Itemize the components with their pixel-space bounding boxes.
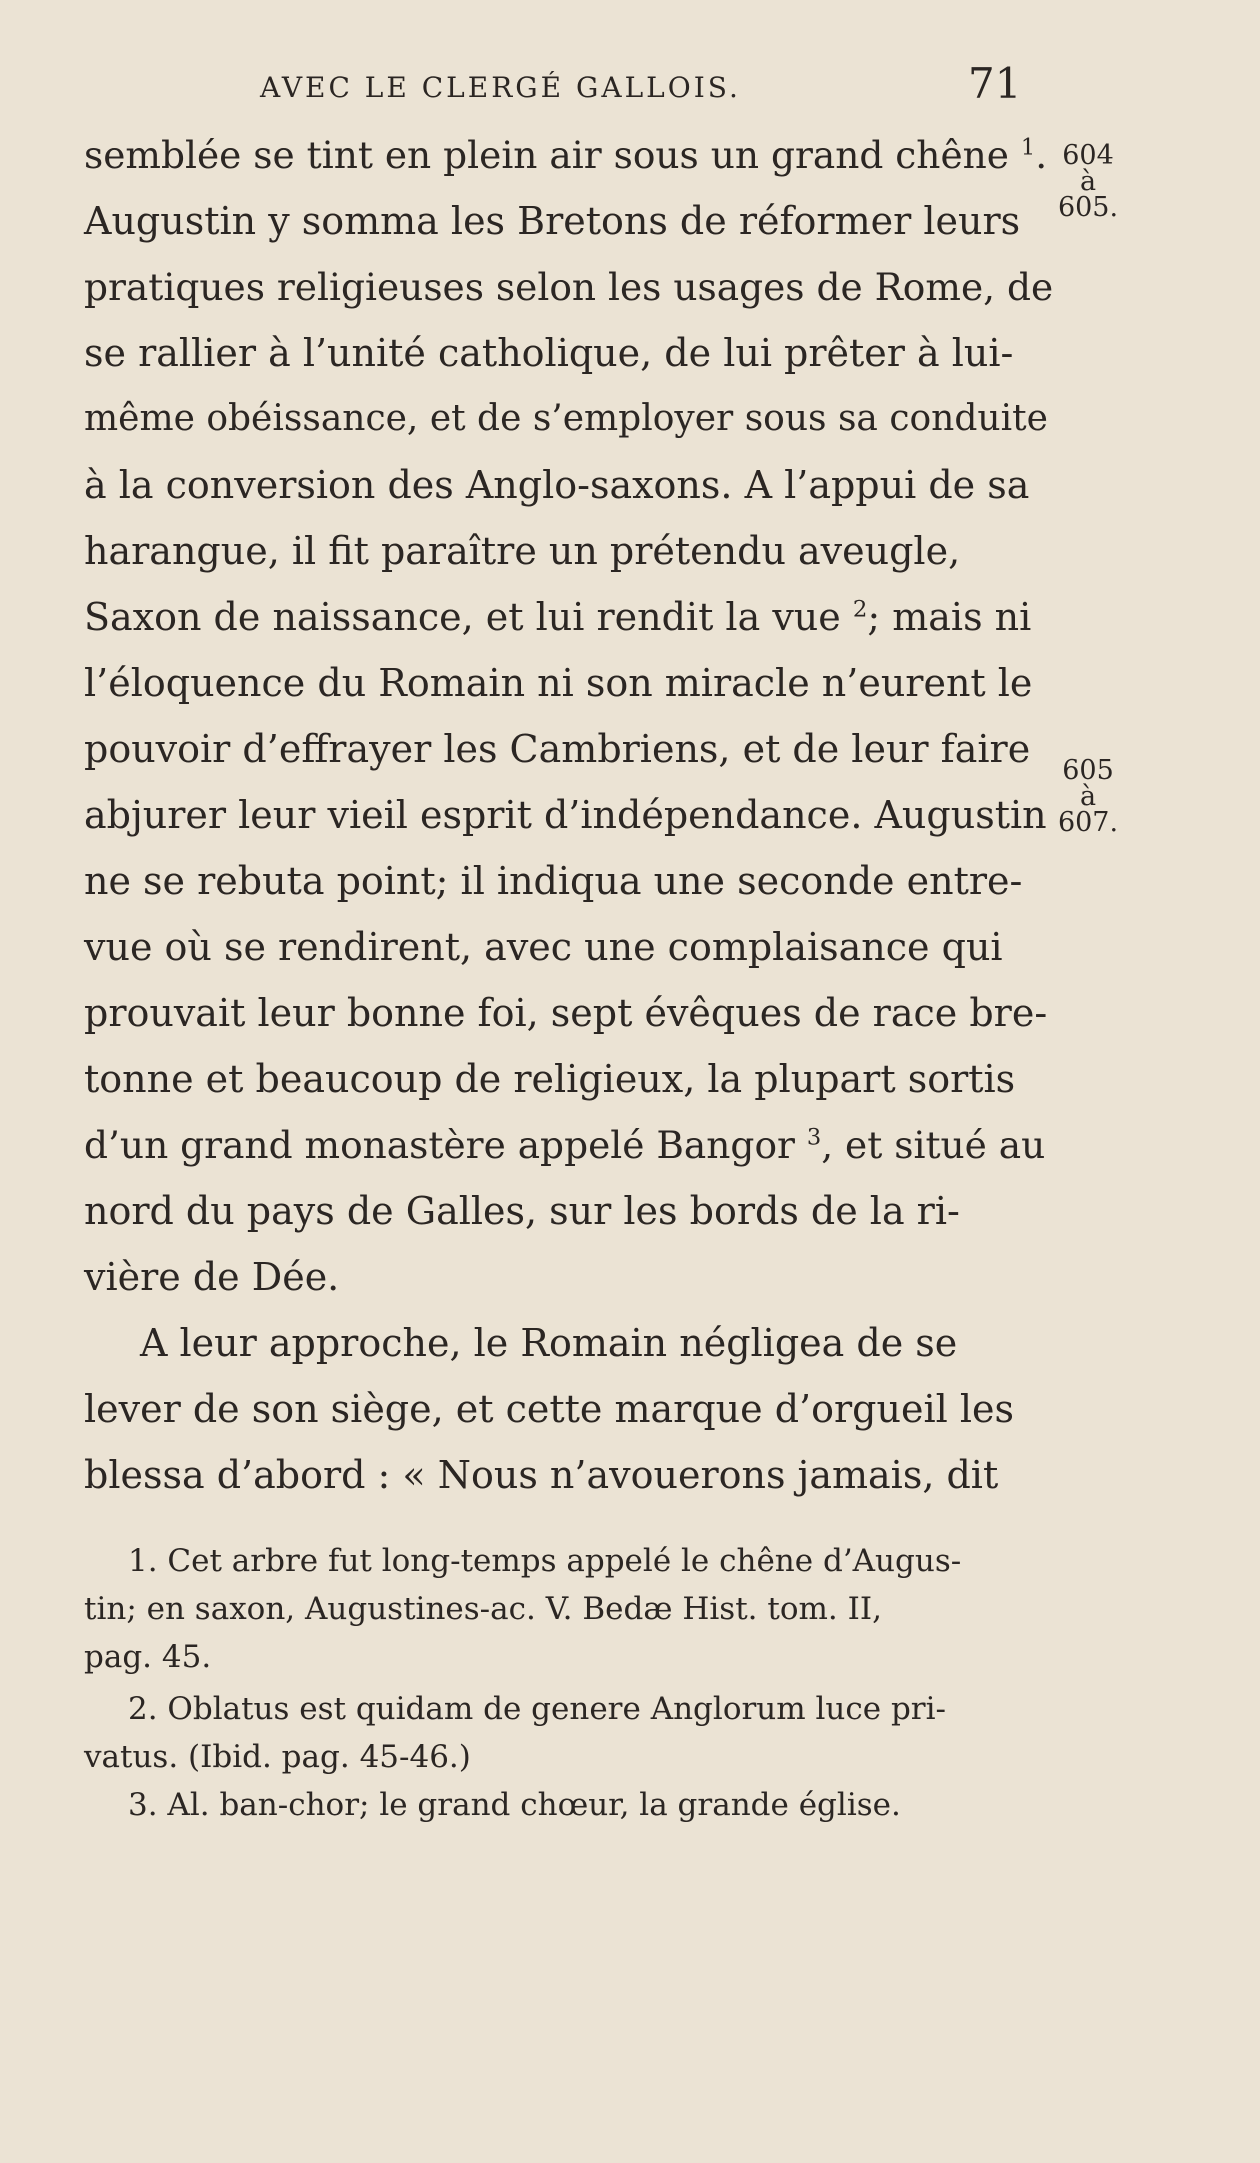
margin-date-from: 605 — [1062, 755, 1114, 786]
margin-date-sep: à — [1079, 781, 1097, 812]
footnote-line: vatus. (Ibid. pag. 45-46.) — [84, 1739, 471, 1775]
text-line: abjurer leur vieil esprit d’indépendance. Augustin — [84, 793, 1047, 837]
margin-date-to: 607. — [1057, 807, 1119, 838]
margin-date-range — [1050, 140, 1126, 223]
text-line: à la conversion des Anglo-saxons. A l’appui de sa — [84, 463, 1030, 507]
text-line: blessa d’abord : « Nous n’avouerons jamais, dit — [84, 1453, 999, 1497]
text-line: ne se rebuta point; il indiqua une seconde entre- — [84, 859, 1023, 903]
footnote-line: tin; en saxon, Augustines-ac. V. Bedæ Hist. tom. II, — [84, 1591, 882, 1627]
footnote-line: 2. Oblatus est quidam de genere Anglorum luce pri- — [128, 1691, 947, 1727]
page-number: 71 — [968, 59, 1022, 108]
footnote-ref: 3 — [806, 1124, 822, 1151]
text-line: semblée se tint en plein air sous un grand chêne $^1$. — [84, 133, 1048, 177]
text-line: vue où se rendirent, avec une complaisance qui — [84, 925, 1003, 969]
text-line: lever de son siège, et cette marque d’orgueil les — [84, 1387, 1014, 1431]
footnote-line: 1. Cet arbre fut long-temps appelé le chêne d’Augus- — [128, 1543, 962, 1579]
text-line: pouvoir d’effrayer les Cambriens, et de leur faire — [84, 727, 1031, 771]
text-line: Saxon de naissance, et lui rendit la vue $^2$; mais ni — [84, 595, 1032, 639]
text-line: se rallier à l’unité catholique, de lui prêter à lui- — [84, 331, 1014, 375]
footnote-ref: 2 — [852, 596, 868, 623]
footnote-ref: 1 — [1020, 134, 1036, 161]
text-line: d’un grand monastère appelé Bangor $^3$, et situé au — [84, 1123, 1046, 1167]
text-line: l’éloquence du Romain ni son miracle n’eurent le — [84, 661, 1033, 705]
text-line: pratiques religieuses selon les usages de Rome, de — [84, 265, 1054, 309]
text-line: vière de Dée. — [84, 1255, 340, 1299]
footnote-line: pag. 45. — [84, 1639, 212, 1675]
text-line: prouvait leur bonne foi, sept évêques de race bre- — [84, 991, 1048, 1035]
text-line: A leur approche, le Romain négligea de se — [140, 1321, 958, 1365]
margin-date-from: 604 — [1062, 140, 1114, 171]
margin-date-range — [1050, 755, 1126, 838]
running-title: AVEC LE CLERGÉ GALLOIS. — [260, 71, 741, 104]
margin-date-sep: à — [1079, 166, 1097, 197]
footnote-line: 3. Al. ban-chor; le grand chœur, la grande église. — [128, 1787, 901, 1823]
text-line: tonne et beaucoup de religieux, la plupart sortis — [84, 1057, 1016, 1101]
text-line: nord du pays de Galles, sur les bords de la ri- — [84, 1189, 960, 1233]
text-line: même obéissance, et de s’employer sous sa conduite — [84, 398, 1048, 439]
text-line: harangue, il fit paraître un prétendu aveugle, — [84, 529, 961, 573]
text-line: Augustin y somma les Bretons de réformer leurs — [84, 199, 1021, 243]
margin-date-to: 605. — [1057, 192, 1119, 223]
